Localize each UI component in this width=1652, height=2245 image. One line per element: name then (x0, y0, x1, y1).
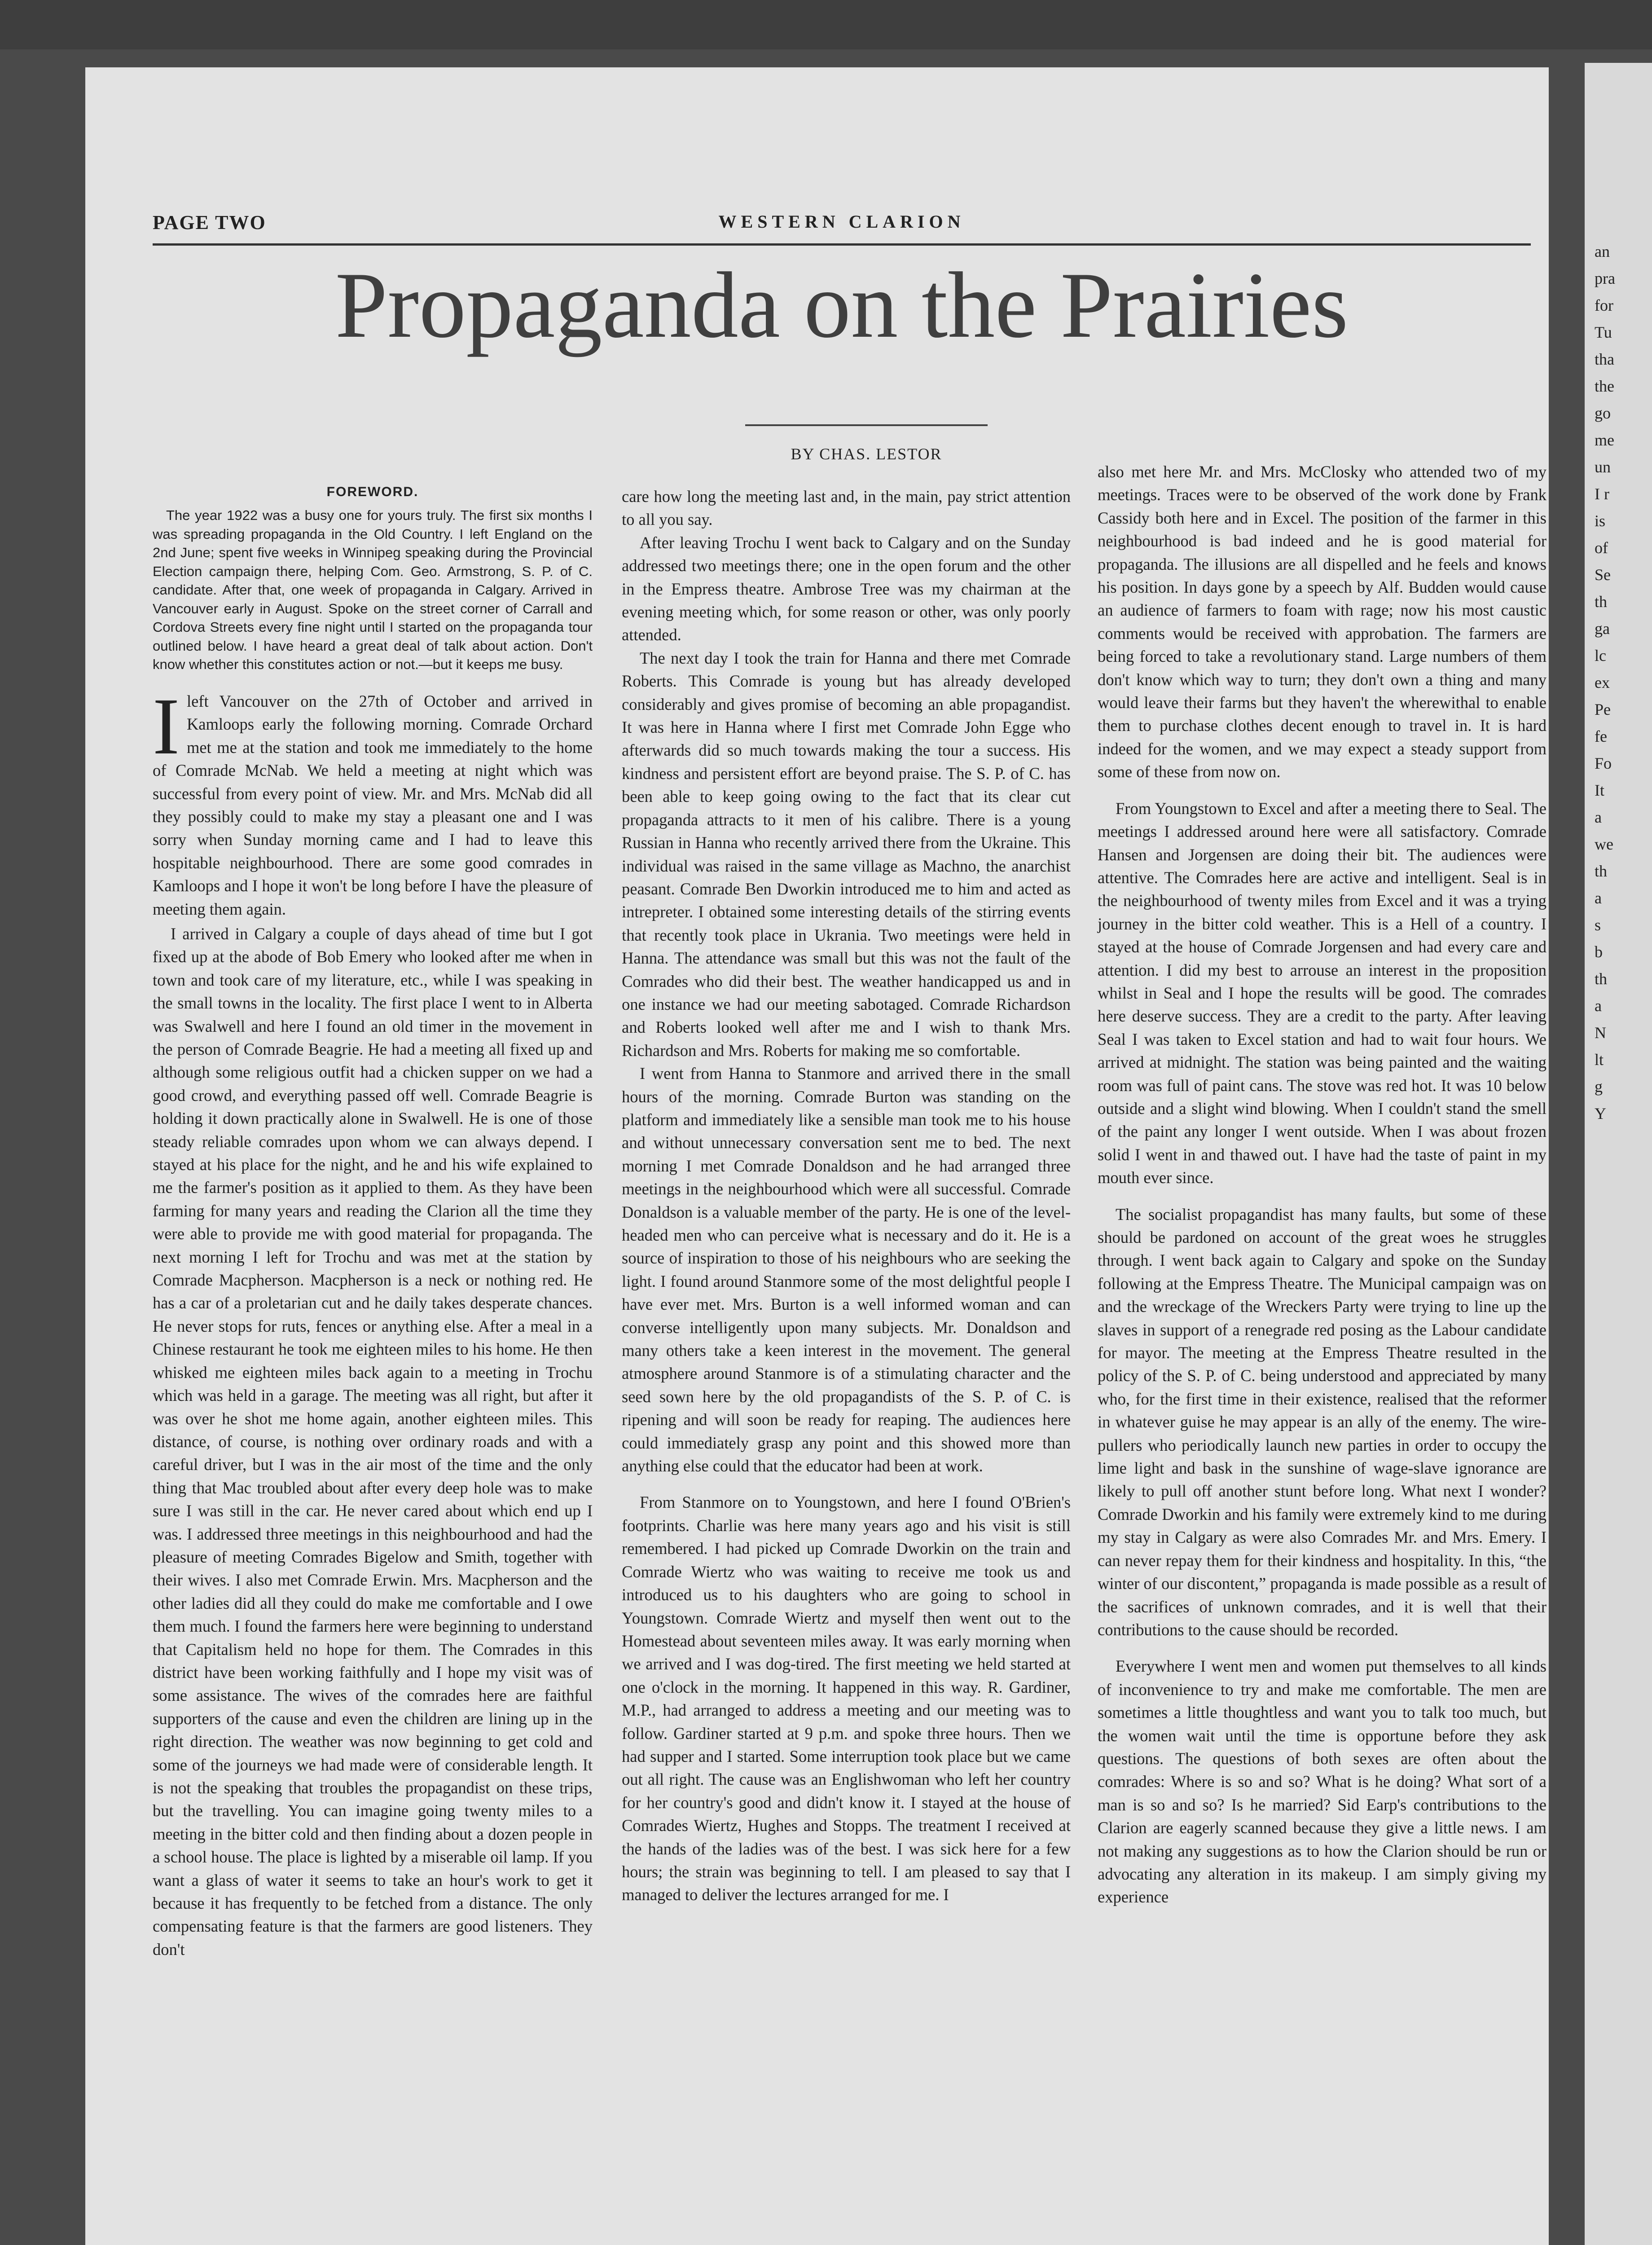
adjacent-page-fragment: for (1595, 296, 1613, 314)
article-column-1 (153, 480, 593, 1961)
adjacent-page-fragment: a (1595, 997, 1602, 1015)
adjacent-page-fragment: I r (1595, 485, 1609, 503)
adjacent-page-fragment: It (1595, 781, 1604, 799)
paragraph: I went from Hanna to Stanmore and arrived there in the small hours of the morning. Comrade Burton was standing on the platform and immediately like a sensible man took me to his house and without unnecessary conversation sent me to bed. The next morning I met Comrade Donaldson and he had arranged three meetings in the neighbourhood which were all successful. Comrade Donaldson is a valuable member of the party. He is one of the level-headed men who can perceive what is necessary and do it. He is a source of inspiration to those of his neighbours who are seeking the light. I found around Stanmore some of the most delightful people I have ever met. Mrs. Burton is a well informed woman and can converse intelligently upon many subjects. Mr. Donaldson and many others take a keen interest in the movement. The general atmosphere around Stanmore is of a stimulating character and the seed sown here by the old propagandists of the S. P. of C. is ripening and will soon be ready for reaping. The audiences here could immediately grasp any point and this showed more than anything else could that the educator had been at work. (622, 1064, 1071, 1475)
adjacent-page-fragment: we (1595, 835, 1613, 853)
newspaper-page (85, 67, 1549, 2245)
adjacent-page-fragment: Y (1595, 1105, 1606, 1122)
article-headline: Propaganda on the Prairies (335, 253, 1349, 357)
adjacent-page-fragment: me (1595, 431, 1614, 449)
adjacent-page-fragment: an (1595, 242, 1610, 260)
adjacent-page-fragment: N (1595, 1024, 1606, 1042)
paragraph: also met here Mr. and Mrs. McClosky who attended two of my meetings. Traces were to be observed of the work done by Frank Cassidy both here and in Excel. The position of the farmer in this neighbourhood is bad indeed and he is good material for propaganda. The illusions are all dispelled and he feels and knows his position. In days gone by a speech by Alf. Budden would cause an audience of farmers to foam with rage; now his most caustic comments would be received with approbation. The farmers are being forced to take a revolutionary stand. Large numbers of them don't know which way to turn; they don't own a thing and many would leave their farms but they haven't the wherewithal to enable them to purchase clothes decent enough to travel in. It is hard indeed for the women, and we may expect a steady support from some of these from now on. (1098, 462, 1547, 781)
adjacent-page-fragment: th (1595, 970, 1608, 988)
adjacent-page-fragment: ex (1595, 674, 1610, 691)
foreword-paragraph: The year 1922 was a busy one for yours truly. The first six months I was spreading propaganda in the Old Country. I left England on the 2nd June; spent five weeks in Winnipeg speaking during the Provincial Election campaign there, helping Com. Geo. Armstrong, S. P. of C. candidate. After that, one week of propaganda in Calgary. Arrived in Vancouver early in August. Spoke on the street corner of Carrall and Cordova Streets every fine night until I started on the propaganda tour outlined below. I have heard a great deal of talk about action. Don't know whether this constitutes action or not.—but it keeps me busy. (153, 507, 593, 673)
adjacent-page-fragment: th (1595, 862, 1608, 880)
adjacent-page-fragment: fe (1595, 727, 1607, 745)
paragraph-gap (1098, 784, 1547, 797)
byline-rule (745, 424, 988, 426)
adjacent-page-fragment: b (1595, 943, 1603, 961)
article-column-3 (1098, 460, 1547, 1909)
adjacent-page-fragment: Fo (1595, 754, 1612, 772)
adjacent-page-fragment: lt (1595, 1051, 1604, 1069)
page-header (153, 211, 1531, 242)
adjacent-page-strip (1585, 63, 1652, 2245)
adjacent-page-fragment: un (1595, 458, 1611, 476)
paragraph-gap (1098, 1641, 1547, 1655)
adjacent-page-fragment: lc (1595, 647, 1606, 665)
opening-paragraph (153, 681, 593, 920)
adjacent-page-fragment: g (1595, 1078, 1603, 1096)
paragraph: care how long the meeting last and, in the main, pay strict attention to all you say. (622, 487, 1071, 529)
foreword-text (153, 506, 593, 674)
paragraph-gap (622, 1477, 1071, 1491)
adjacent-page-fragment: Tu (1595, 323, 1612, 341)
adjacent-page-fragment: pra (1595, 269, 1615, 287)
drop-cap: I (153, 681, 180, 771)
paragraph: After leaving Trochu I went back to Calgary and on the Sunday addressed two meetings there; one in the open forum and the other in the Empress theatre. Ambrose Tree was my chairman at the evening meeting which, for some reason or other, was only poorly attended. (622, 533, 1071, 644)
paragraph: The socialist propagandist has many faults, but some of these should be pardoned on account of the great woes he struggles through. I went back again to Calgary and spoke on the Sunday following at the Empress Theatre. The Municipal campaign was on and the wreckage of the Wreckers Party were trying to line up the slaves in support of a renegrade red posing as the Labour candidate for mayor. The meeting at the Empress Theatre resulted in the policy of the S. P. of C. being understood and appreciated by many who, for the first time in their existence, realised that the reformer in whatever guise he may appear is an ally of the enemy. The wire-pullers who periodically launch new parties in order to occupy the lime light and bask in the sunshine of wage-slave ignorance are likely to pull off another stunt before long. What next I wonder? Comrade Dworkin and his family were extremely kind to me during my stay in Calgary as were also Comrades Mr. and Mrs. Emery. I can never repay them for their kindness and hospitality. In this, “the winter of our discontent,” propaganda is made possible as a result of the sacrifices of unknown comrades, and it is well that their contributions to the cause should be recorded. (1098, 1205, 1547, 1639)
paragraph-gap (1098, 1189, 1547, 1203)
adjacent-page-fragment: a (1595, 808, 1602, 826)
page-number-label: PAGE TWO (153, 211, 266, 233)
adjacent-page-fragment: ga (1595, 620, 1610, 638)
paragraph: The next day I took the train for Hanna and there met Comrade Roberts. This Comrade is young but has already developed considerably and gives promise of becoming an able propagandist. It was here in Hanna where I first met Comrade John Egge who afterwards did so much towards making the tour a success. His kindness and persistent effort are beyond praise. The S. P. of C. has been able to keep going owing to the fact that its clear cut propaganda attracts to it men of his calibre. There is a young Russian in Hanna who recently arrived there from the Ukraine. This individual was raised in the same village as Machno, the anarchist peasant. Comrade Ben Dworkin introduced me to him and acted as intrepreter. I obtained some interesting details of the stirring events that recently took place in Ukrania. Two meetings were held in Hanna. The attendance was small but this was not the fault of the Comrades who did their best. The weather handicapped us and in one instance we had our meeting sabotaged. Comrade Richardson and Roberts looked well after me and I wish to thank Mrs. Richardson and Mrs. Roberts for making me so comfortable. (622, 648, 1071, 1060)
adjacent-page-fragment: go (1595, 404, 1611, 422)
paragraph: From Youngstown to Excel and after a meeting there to Seal. The meetings I addressed around here were all satisfactory. Comrade Hansen and Jorgensen are doing their bit. The audiences were attentive. The Comrades here are active and intelligent. Seal is in the neighbourhood of twenty miles from Excel and it was a trying journey in the bitter cold weather. This is a Hell of a country. I stayed at the house of Comrade Jorgensen and had every care and attention. I did my best to arrouse an interest in the proposition whilst in Seal and I hope the results will be good. The comrades here deserve success. They are a credit to the party. After leaving Seal I was taken to Excel station and had to wait four hours. We arrived at midnight. The station was being painted and the waiting room was full of paint cans. The stove was red hot. It was 10 below outside and a slight wind blowing. When I couldn't stand the smell of the paint any longer I went outside. When I was about frozen solid I went in and thawed out. I have had the taste of paint in my mouth ever since. (1098, 799, 1547, 1187)
adjacent-page-fragment: is (1595, 512, 1606, 530)
adjacent-page-fragment: Se (1595, 566, 1611, 584)
scan-background-top (0, 0, 1652, 49)
paragraph: Everywhere I went men and women put themselves to all kinds of inconvenience to try and make me comfortable. The men are sometimes a little thoughtless and want you to talk too much, but the women wait until the time is opportune before they ask questions. The questions of both sexes are often about the comrades: Where is so and so? What is he doing? What sort of a man is so and so? Is he married? Sid Earp's contributions to the Clarion are eagerly scanned because they give a little news. I am not making any suggestions as to how the Clarion should be run or advocating any alteration in its makeup. I am simply giving my experience (1098, 1657, 1547, 1906)
adjacent-page-fragment: of (1595, 539, 1608, 557)
article-column-2 (622, 485, 1071, 1906)
opening-paragraph-text: left Vancouver on the 27th of October and arrived in Kamloops early the following morning. Comrade Orchard met me at the station and took me immediately to the home of Comrade McNab. We held a meeting at night which was successful from every point of view. Mr. and Mrs. McNab did all they possibly could to make my stay a pleasant one and I was sorry when Sunday morning came and I had to leave this hospitable neighbourhood. There are some good comrades in Kamloops and I hope it won't be long before I have the pleasure of meeting them again. (153, 691, 593, 918)
paragraph: I arrived in Calgary a couple of days ahead of time but I got fixed up at the abode of Bob Emery who looked after me when in town and took care of my literature, etc., while I was speaking in the small towns in the locality. The first place I went to in Alberta was Swalwell and here I found an old timer in the movement in the person of Comrade Beagrie. He had a meeting all fixed up and although some religious outfit had a chicken supper on we had a good crowd, and everything passed off well. Comrade Beagrie is holding it down practically alone in Swalwell. He is one of those steady reliable comrades upon whom we can always depend. I stayed at his place for the night, and he and his wife explained to me the farmer's position as it applied to them. As they have been farming for many years and reading the Clarion all the time they were able to provide me with good material for propaganda. The next morning I left for Trochu and was met at the station by Comrade Macpherson. Macpherson is a neck or nothing red. He has a car of a proletarian cut and he daily takes desperate chances. He never stops for ruts, fences or anything else. After a meal in a Chinese restaurant he took me eighteen miles to his home. He then whisked me eighteen miles back again to a meeting in Trochu which was held in a garage. The meeting was all right, but after it was over he shot me home again, another eighteen miles. This distance, of course, is nothing over ordinary roads and with a careful driver, but I was in the air most of the time and the only thing that Mac troubled about after every deep hole was to make sure I was still in the car. He never cared about which end up I was. I addressed three meetings in this neighbourhood and had the pleasure of meeting Comrades Bigelow and Smith, together with their wives. I also met Comrade Erwin. Mrs. Macpherson and the other ladies did all they could do make me comfortable and I owe them much. I found the farmers here were beginning to understand that Capitalism held no hope for them. The Comrades in this district have been working faithfully and I hope my visit was of some assistance. The wives of the comrades here are faithful supporters of the cause and even the children are lining up in the right direction. The weather was now beginning to get cold and some of the journeys we had made were of considerable length. It is not the speaking that troubles the propagandist on these trips, but the travelling. You can imagine going twenty miles to a meeting in the bitter cold and then finding about a dozen people in a school house. The place is lighted by a miserable oil lamp. If you want a glass of water it seems to take an hour's work to get it because it has frequently to be fetched from a distance. The only compensating feature is that the farmers are good listeners. They don't (153, 924, 593, 1959)
masthead-title: WESTERN CLARION (718, 211, 965, 232)
header-rule (153, 243, 1531, 246)
article-byline: BY CHAS. LESTOR (791, 445, 942, 463)
adjacent-page-fragment: s (1595, 916, 1601, 934)
adjacent-page-fragment: th (1595, 593, 1608, 611)
adjacent-page-fragment: tha (1595, 350, 1614, 368)
adjacent-page-fragment: the (1595, 377, 1614, 395)
adjacent-page-fragment: Pe (1595, 700, 1611, 718)
adjacent-page-fragment: a (1595, 889, 1602, 907)
foreword-title: FOREWORD. (326, 484, 419, 499)
paragraph: From Stanmore on to Youngstown, and here I found O'Brien's footprints. Charlie was here many years ago and his visit is still remembered. I had picked up Comrade Dworkin on the train and Comrade Wiertz who was waiting to receive me took us and introduced us to his daughters who are going to school in Youngstown. Comrade Wiertz and myself then went out to the Homestead about seventeen miles away. It was early morning when we arrived and I was dog-tired. The first meeting we held started at one o'clock in the morning. It happened in this way. R. Gardiner, M.P., had arranged to address a meeting and our meeting was to follow. Gardiner started at 9 p.m. and spoke three hours. Then we had supper and I started. Some interruption took place but we came out all right. The cause was an Englishwoman who left her country for her country's good and didn't know it. I stayed at the house of Comrades Wiertz, Hughes and Stopps. The treatment I received at the hands of the ladies was of the best. I was sick here for a few hours; the strain was beginning to tell. I am pleased to say that I managed to deliver the lectures arranged for me. I (622, 1493, 1071, 1904)
